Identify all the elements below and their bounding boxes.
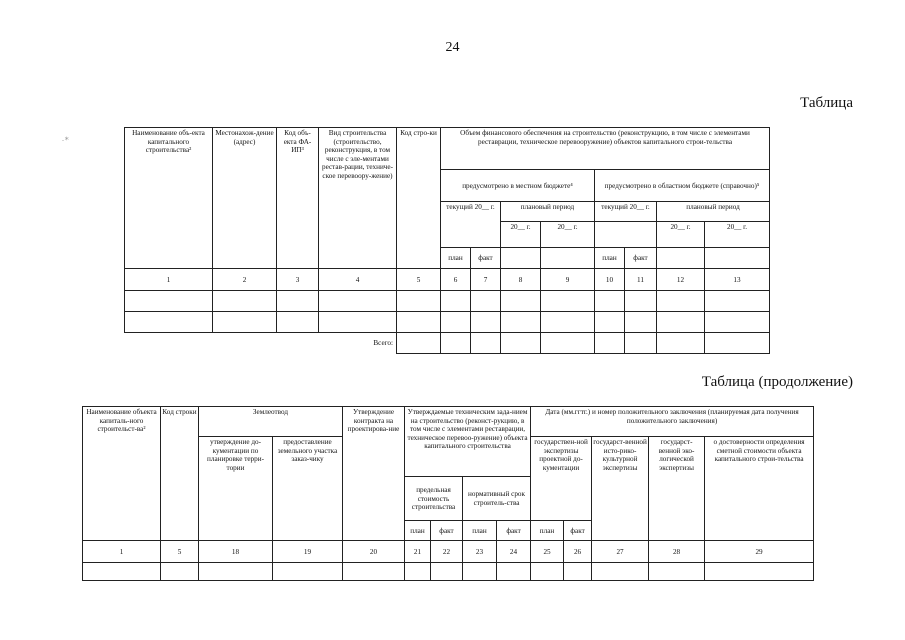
column-number: 1: [83, 541, 161, 563]
column-number: 6: [441, 269, 471, 291]
header-plan: план: [595, 248, 625, 269]
column-number: 28: [649, 541, 705, 563]
header-fact: факт: [625, 248, 657, 269]
header-plan: план: [441, 248, 471, 269]
column-number: 25: [531, 541, 564, 563]
financing-table: [124, 127, 770, 354]
header-blank: [595, 222, 657, 248]
column-number: 7: [471, 269, 501, 291]
header-land-docs: утверждение до-кументации по планировке терри-тории: [199, 437, 273, 541]
header-land-allocation: Землеотвод: [199, 407, 343, 437]
header-planned-period-local: плановый период: [501, 202, 595, 222]
column-number: 9: [541, 269, 595, 291]
table-row: [125, 291, 770, 312]
total-label: Всего:: [125, 333, 397, 354]
column-number: 20: [343, 541, 405, 563]
header-planned-period-regional: плановый период: [657, 202, 770, 222]
header-year: 20__ г.: [541, 222, 595, 248]
header-expertise: Дата (мм.ггтг.) и номер положительного заключения (планируемая дата получения положительного заключения): [531, 407, 814, 437]
header-blank: [657, 248, 705, 269]
column-number: 5: [397, 269, 441, 291]
column-number: 13: [705, 269, 770, 291]
header-local-budget: предусмотрено в местном бюджете⁴: [441, 170, 595, 202]
header-historical-expertise: государст-венной исто-рико-культурной экспертизы: [592, 437, 649, 541]
header-object-name: Наименование объ-екта капитального строительства²: [125, 128, 213, 269]
column-number: 26: [564, 541, 592, 563]
table-row: [125, 312, 770, 333]
header-fact: факт: [431, 521, 463, 541]
column-number: 4: [319, 269, 397, 291]
header-row-code: Код стро-ки: [397, 128, 441, 269]
column-number: 23: [463, 541, 497, 563]
column-number: 22: [431, 541, 463, 563]
table-caption: Таблица: [800, 95, 853, 111]
column-number: 27: [592, 541, 649, 563]
header-year: 20__ г.: [657, 222, 705, 248]
header-blank: [541, 248, 595, 269]
header-current-year-local: текущий 20__ г.: [441, 202, 501, 248]
table-row: [83, 563, 814, 581]
column-number: 3: [277, 269, 319, 291]
column-number: 8: [501, 269, 541, 291]
header-fact: факт: [497, 521, 531, 541]
header-row-code: Код строки: [161, 407, 199, 541]
column-number: 2: [213, 269, 277, 291]
page-number: 24: [445, 40, 460, 55]
column-number: 12: [657, 269, 705, 291]
column-number: 11: [625, 269, 657, 291]
header-construction-type: Вид строительства (строительство, реконструкция, в том числе с эле-ментами рестав-рации, техниче-ское перевоору-жение): [319, 128, 397, 269]
header-plan: план: [463, 521, 497, 541]
header-location: Местонахож-дение (адрес): [213, 128, 277, 269]
header-faip-code: Код объ-екта ФА-ИП³: [277, 128, 319, 269]
header-design-contract: Утверждение контракта на проектирова-ние: [343, 407, 405, 541]
header-state-expertise: государствен-ной экспертизы проектной до-кументации: [531, 437, 592, 521]
header-tech-indicators: Утверждаемые техническим зада-нием на строительство (реконст-рукцию, в том числе с элементами реставрации, техническое перевоо-ружение) объекта капитального строительства: [405, 407, 531, 477]
header-blank: [705, 248, 770, 269]
header-fact: факт: [564, 521, 592, 541]
scan-speck: .∗: [62, 134, 70, 143]
column-number: 1: [125, 269, 213, 291]
header-plan: план: [531, 521, 564, 541]
header-fact: факт: [471, 248, 501, 269]
table-continuation-caption: Таблица (продолжение): [701, 374, 853, 390]
column-number: 19: [273, 541, 343, 563]
header-cost-reliability: о достоверности определения сметной стоимости объекта капитального строи-тельства: [705, 437, 814, 541]
column-number: 24: [497, 541, 531, 563]
column-number: 21: [405, 541, 431, 563]
approvals-table: [82, 406, 814, 581]
header-year: 20__ г.: [501, 222, 541, 248]
column-number: 18: [199, 541, 273, 563]
column-number: 10: [595, 269, 625, 291]
header-land-plot: предоставление земельного участка заказ-чику: [273, 437, 343, 541]
header-year: 20__ г.: [705, 222, 770, 248]
header-regional-budget: предусмотрено в областном бюджете (справочно)⁵: [595, 170, 770, 202]
header-plan: план: [405, 521, 431, 541]
header-financing: Объем финансового обеспечения на строительство (реконструкцию, в том числе с элементами реставрации, техническое перевооружение) объектов капитального строи-тельства: [441, 128, 770, 170]
column-number: 5: [161, 541, 199, 563]
column-number: 29: [705, 541, 814, 563]
header-current-year-regional: текущий 20__ г.: [595, 202, 657, 222]
header-blank: [501, 248, 541, 269]
total-row: [125, 333, 770, 354]
header-object-name: Наименование объекта капиталь-ного строительст-ва²: [83, 407, 161, 541]
header-norm-term: нормативный срок строитель-ства: [463, 477, 531, 521]
header-ecological-expertise: государст-венной эко-логической экспертизы: [649, 437, 705, 541]
header-max-cost: предельная стоимость строительства: [405, 477, 463, 521]
